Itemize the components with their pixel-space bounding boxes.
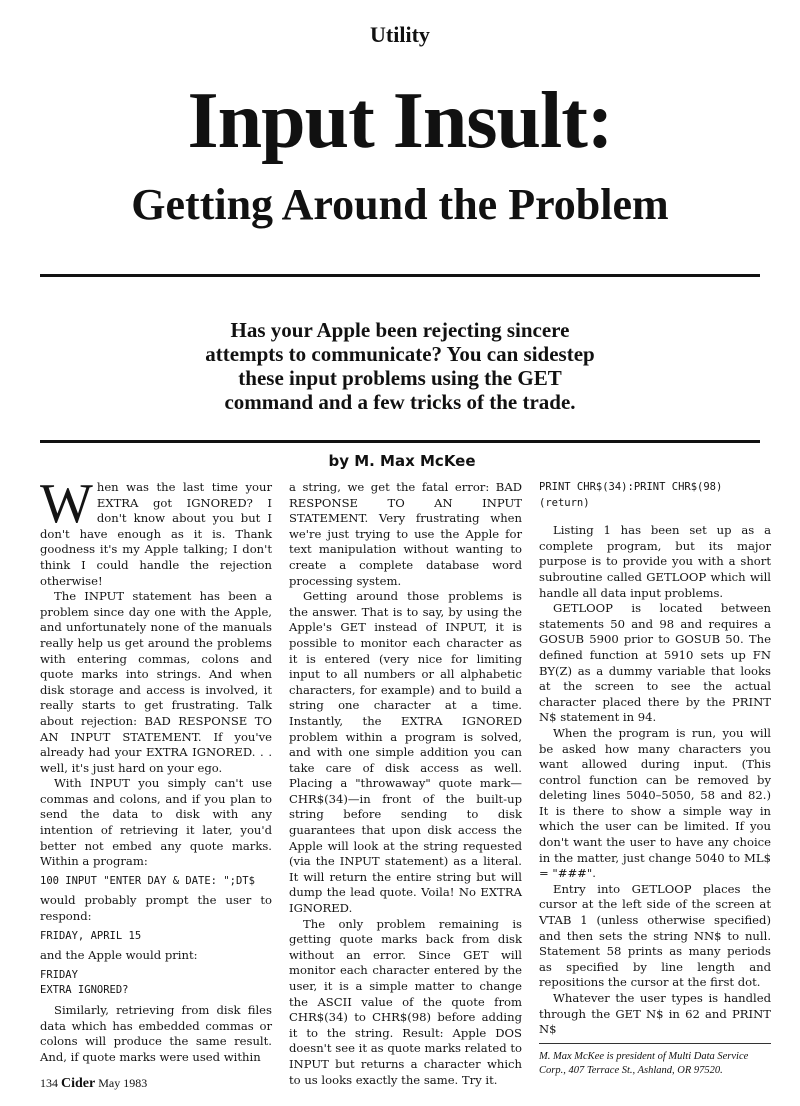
paragraph: The INPUT statement has been a problem since day one with the Apple, and unfortunately none of the manuals really help us get around the problems with entering commas, colons and quote marks into strings. And when disk storage and access is involved, it really starts to get frustrating. Talk about rejection: BAD RESPONSE TO AN INPUT STATEMENT. If you've already had your EXTRA IGNORED. . . well, it's just hard on your ego. [40,589,272,775]
article-subtitle: Getting Around the Problem [131,180,669,229]
paragraph: Getting around those problems is the answer. That is to say, by using the Apple's GET instead of INPUT, it is possible to monitor each character as it is entered (very nice for limiting input to all numbers or all alphabetic characters, for example) and to build a string one character at a time. Instantly, the EXTRA IGNORED problem within a program is solved, and with one simple addition you can take care of disk access as well. Placing a "throwaway" quote mark—CHR$(34)—in front of the built-up string before sending to disk guarantees that upon disk access the Apple will look at the string requested (via the INPUT statement) as a literal. It will return the entire string but will dump the lead quote. Voila! No EXTRA IGNORED. [289,589,522,916]
paragraph: Entry into GETLOOP places the cursor at the left side of the screen at VTAB 1 (unless otherwise specified) and then sets the string NN$ to null. Statement 58 prints as many periods as specified by line length and repositions the cursor at the first dot. [539,881,771,990]
top-rule [40,274,760,277]
paragraph: and the Apple would print: [40,948,198,963]
code-line: EXTRA IGNORED? [40,984,129,997]
issue-date: May 1983 [98,1076,148,1090]
page-number: 134 [40,1076,58,1090]
paragraph: When the program is run, you will be asked how many characters you want allowed during input. (This control function can be removed by deleting lines 5040–5050, 58 and 82.) It is there to show a simple way in which the user can be limited. If you don't want the user to have any choice in the matter, just change 5040 to ML$ = "###". [539,725,771,881]
code-line: 100 INPUT "ENTER DAY & DATE: ";DT$ [40,874,255,887]
paragraph: Listing 1 has been set up as a complete program, but its major purpose is to provide you with a short subroutine called GETLOOP which will handle all data input problems. [539,523,771,600]
byline: by M. Max McKee [328,452,476,470]
page-folio [40,1076,147,1092]
paragraph: would probably prompt the user to respond: [40,893,272,924]
paragraph-text: hen was the last time your EXTRA got IGNORED? I don't know about you but I don't have enough as it is. Thank goodness it's my Apple talking; I don't think I could handle the rejection otherwise! [40,480,272,588]
paragraph: With INPUT you simply can't use commas and colons, and if you plan to send the data to disk with any intention of retrieving it later, you'd better not embed any quote marks. Within a program: [40,776,272,869]
paragraph: GETLOOP is located between statements 50 and 98 and requires a GOSUB 5900 prior to GOSUB 50. The defined function at 5910 sets up FN BY(Z) as a dummy variable that looks at the screen to see the actual character placed there by the PRINT N$ statement in 94. [539,601,771,725]
drop-cap: W [40,473,93,535]
bottom-rule [40,440,760,443]
paragraph: a string, we get the fatal error: BAD RESPONSE TO AN INPUT STATEMENT. Very frustrating when we're just trying to use the Apple for text manipulation without wanting to create a complete database word processing system. [289,480,522,588]
deck-text [200,318,600,414]
article-title: Input Insult: [187,77,613,165]
deck-line: attempts to communicate? You can sidestep [205,342,595,366]
code-line: FRIDAY, APRIL 15 [40,929,142,942]
column-3 [539,480,771,1038]
footnote-rule [539,1043,771,1044]
deck-line: these input problems using the GET [238,366,562,390]
deck-line: Has your Apple been rejecting sincere [230,318,570,342]
paragraph: The only problem remaining is getting quote marks back from disk without an error. Since GET will monitor each character entered by the user, it is a simple matter to change the ASCII value of the quote from CHR$(34) to CHR$(98) before adding it to the string. Result: Apple DOS doesn't see it as quote marks related to INPUT but returns a character which to us looks exactly the same. Try it. [289,916,522,1087]
code-line: PRINT CHR$(34):PRINT CHR$(98) (return) [539,481,723,509]
section-label: Utility [370,22,430,47]
paragraph: Similarly, retrieving from disk files data which has embedded commas or colons will produce the same result. And, if quote marks were used within [40,1003,272,1064]
paragraph: Whatever the user types is handled through the GET N$ in 62 and PRINT N$ [539,991,771,1037]
column-1 [40,473,272,1065]
deck-line: command and a few tricks of the trade. [224,390,576,414]
magazine-name: Cider [61,1076,96,1091]
author-footnote: M. Max McKee is president of Multi Data Service Corp., 407 Terrace St., Ashland, OR 97520. [539,1051,749,1076]
paragraph [40,473,272,589]
code-line: FRIDAY [40,968,78,981]
column-2 [289,480,522,1088]
